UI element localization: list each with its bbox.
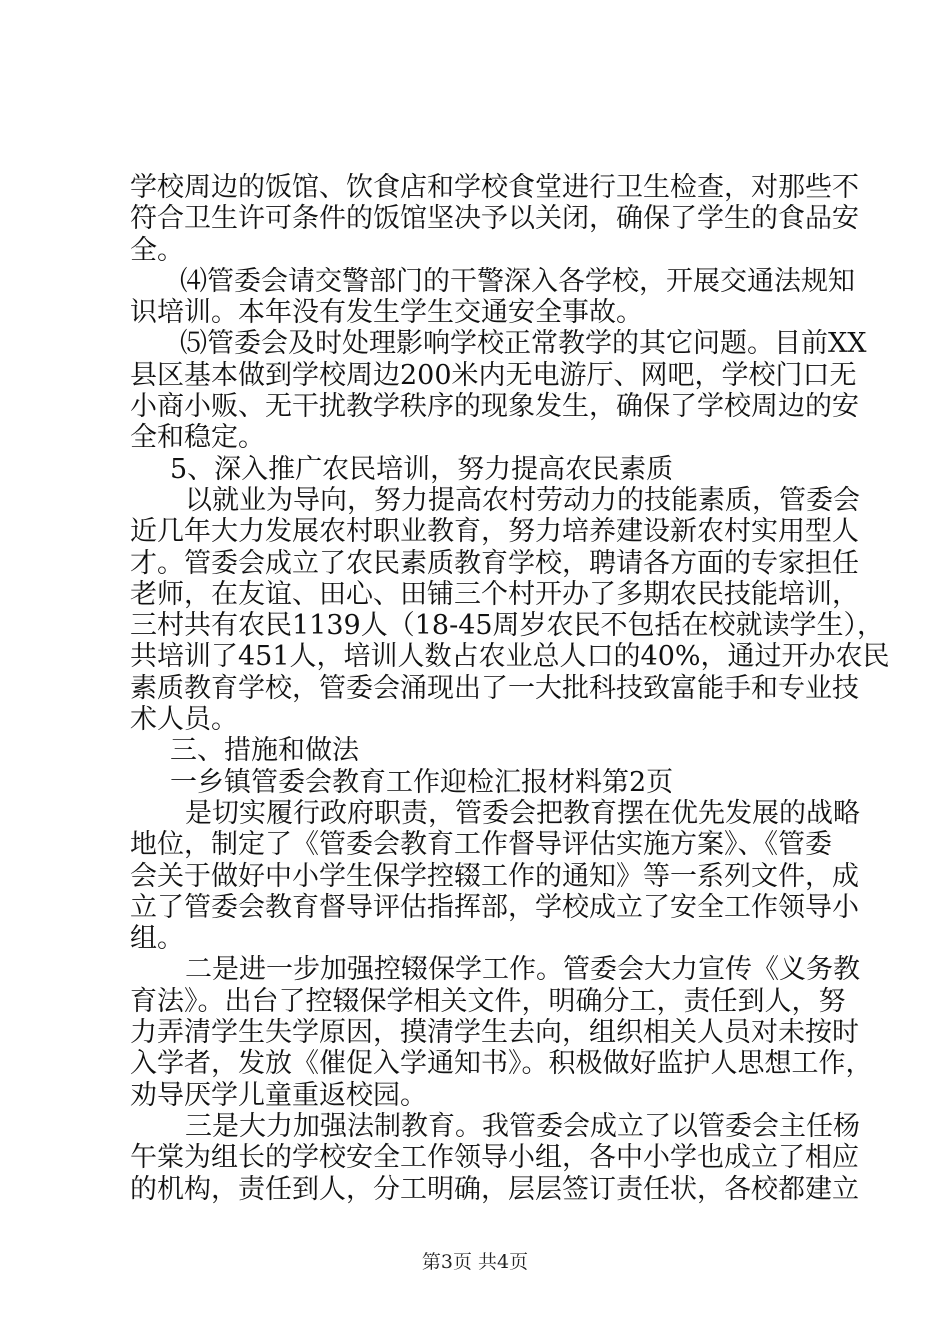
text-line: ⑸管委会及时处理影响学校正常教学的其它问题。目前XX xyxy=(180,328,867,360)
text-line: 县区基本做到学校周边200米内无电游厅、网吧，学校门口无 xyxy=(130,359,857,391)
text-line: 以就业为导向，努力提高农村劳动力的技能素质，管委会 xyxy=(185,484,860,516)
text-line: 一乡镇管委会教育工作迎检汇报材料第2页 xyxy=(170,766,674,798)
text-line: 学校周边的饭馆、饮食店和学校食堂进行卫生检查，对那些不 xyxy=(130,172,859,203)
text-line: 是切实履行政府职责，管委会把教育摆在优先发展的战略 xyxy=(185,797,860,829)
text-line: 育法》。出台了控辍保学相关文件，明确分工，责任到人，努 xyxy=(130,985,846,1017)
text-line: ⑷管委会请交警部门的干警深入各学校，开展交通法规知 xyxy=(180,265,855,297)
text-line: 力弄清学生失学原因，摸清学生去向，组织相关人员对未按时 xyxy=(130,1017,859,1049)
document-body xyxy=(130,172,890,1205)
page-number: 第3页 共4页 xyxy=(421,1251,529,1273)
text-line: 识培训。本年没有发生学生交通安全事故。 xyxy=(130,297,643,329)
page-footer xyxy=(0,1247,950,1274)
text-line: 组。 xyxy=(130,923,184,955)
text-line: 三村共有农民1139人（18-45周岁农民不包括在校就读学生）， xyxy=(130,610,885,642)
section-heading: 5、深入推广农民培训，努力提高农民素质 xyxy=(170,453,674,485)
text-line: 劝导厌学儿童重返校园。 xyxy=(130,1079,427,1111)
text-line: 全。 xyxy=(130,234,184,266)
text-line: 立了管委会教育督导评估指挥部，学校成立了安全工作领导小 xyxy=(130,891,859,923)
text-line: 符合卫生许可条件的饭馆坚决予以关闭，确保了学生的食品安 xyxy=(130,203,859,235)
text-line: 的机构，责任到人，分工明确，层层签订责任状，各校都建立 xyxy=(130,1173,859,1205)
text-line: 地位，制定了《管委会教育工作督导评估实施方案》、《管委 xyxy=(130,829,832,861)
text-line: 三是大力加强法制教育。我管委会成立了以管委会主任杨 xyxy=(185,1110,860,1142)
section-heading: 三、措施和做法 xyxy=(170,735,359,767)
text-line: 素质教育学校，管委会涌现出了一大批科技致富能手和专业技 xyxy=(130,672,859,704)
text-line: 近几年大力发展农村职业教育，努力培养建设新农村实用型人 xyxy=(130,516,859,548)
text-line: 共培训了451人，培训人数占农业总人口的40%，通过开办农民 xyxy=(130,641,890,673)
text-line: 才。管委会成立了农民素质教育学校，聘请各方面的专家担任 xyxy=(130,547,859,579)
text-line: 会关于做好中小学生保学控辍工作的通知》等一系列文件，成 xyxy=(130,860,859,892)
text-line: 入学者，发放《催促入学通知书》。积极做好监护人思想工作， xyxy=(130,1048,873,1080)
text-line: 小商小贩、无干扰教学秩序的现象发生，确保了学校周边的安 xyxy=(130,391,859,423)
text-line: 全和稳定。 xyxy=(130,422,265,454)
text-line: 术人员。 xyxy=(130,704,238,736)
text-line: 老师，在友谊、田心、田铺三个村开办了多期农民技能培训， xyxy=(130,578,859,610)
text-line: 午棠为组长的学校安全工作领导小组，各中小学也成立了相应 xyxy=(130,1142,859,1174)
text-line: 二是进一步加强控辍保学工作。管委会大力宣传《义务教 xyxy=(185,954,860,986)
